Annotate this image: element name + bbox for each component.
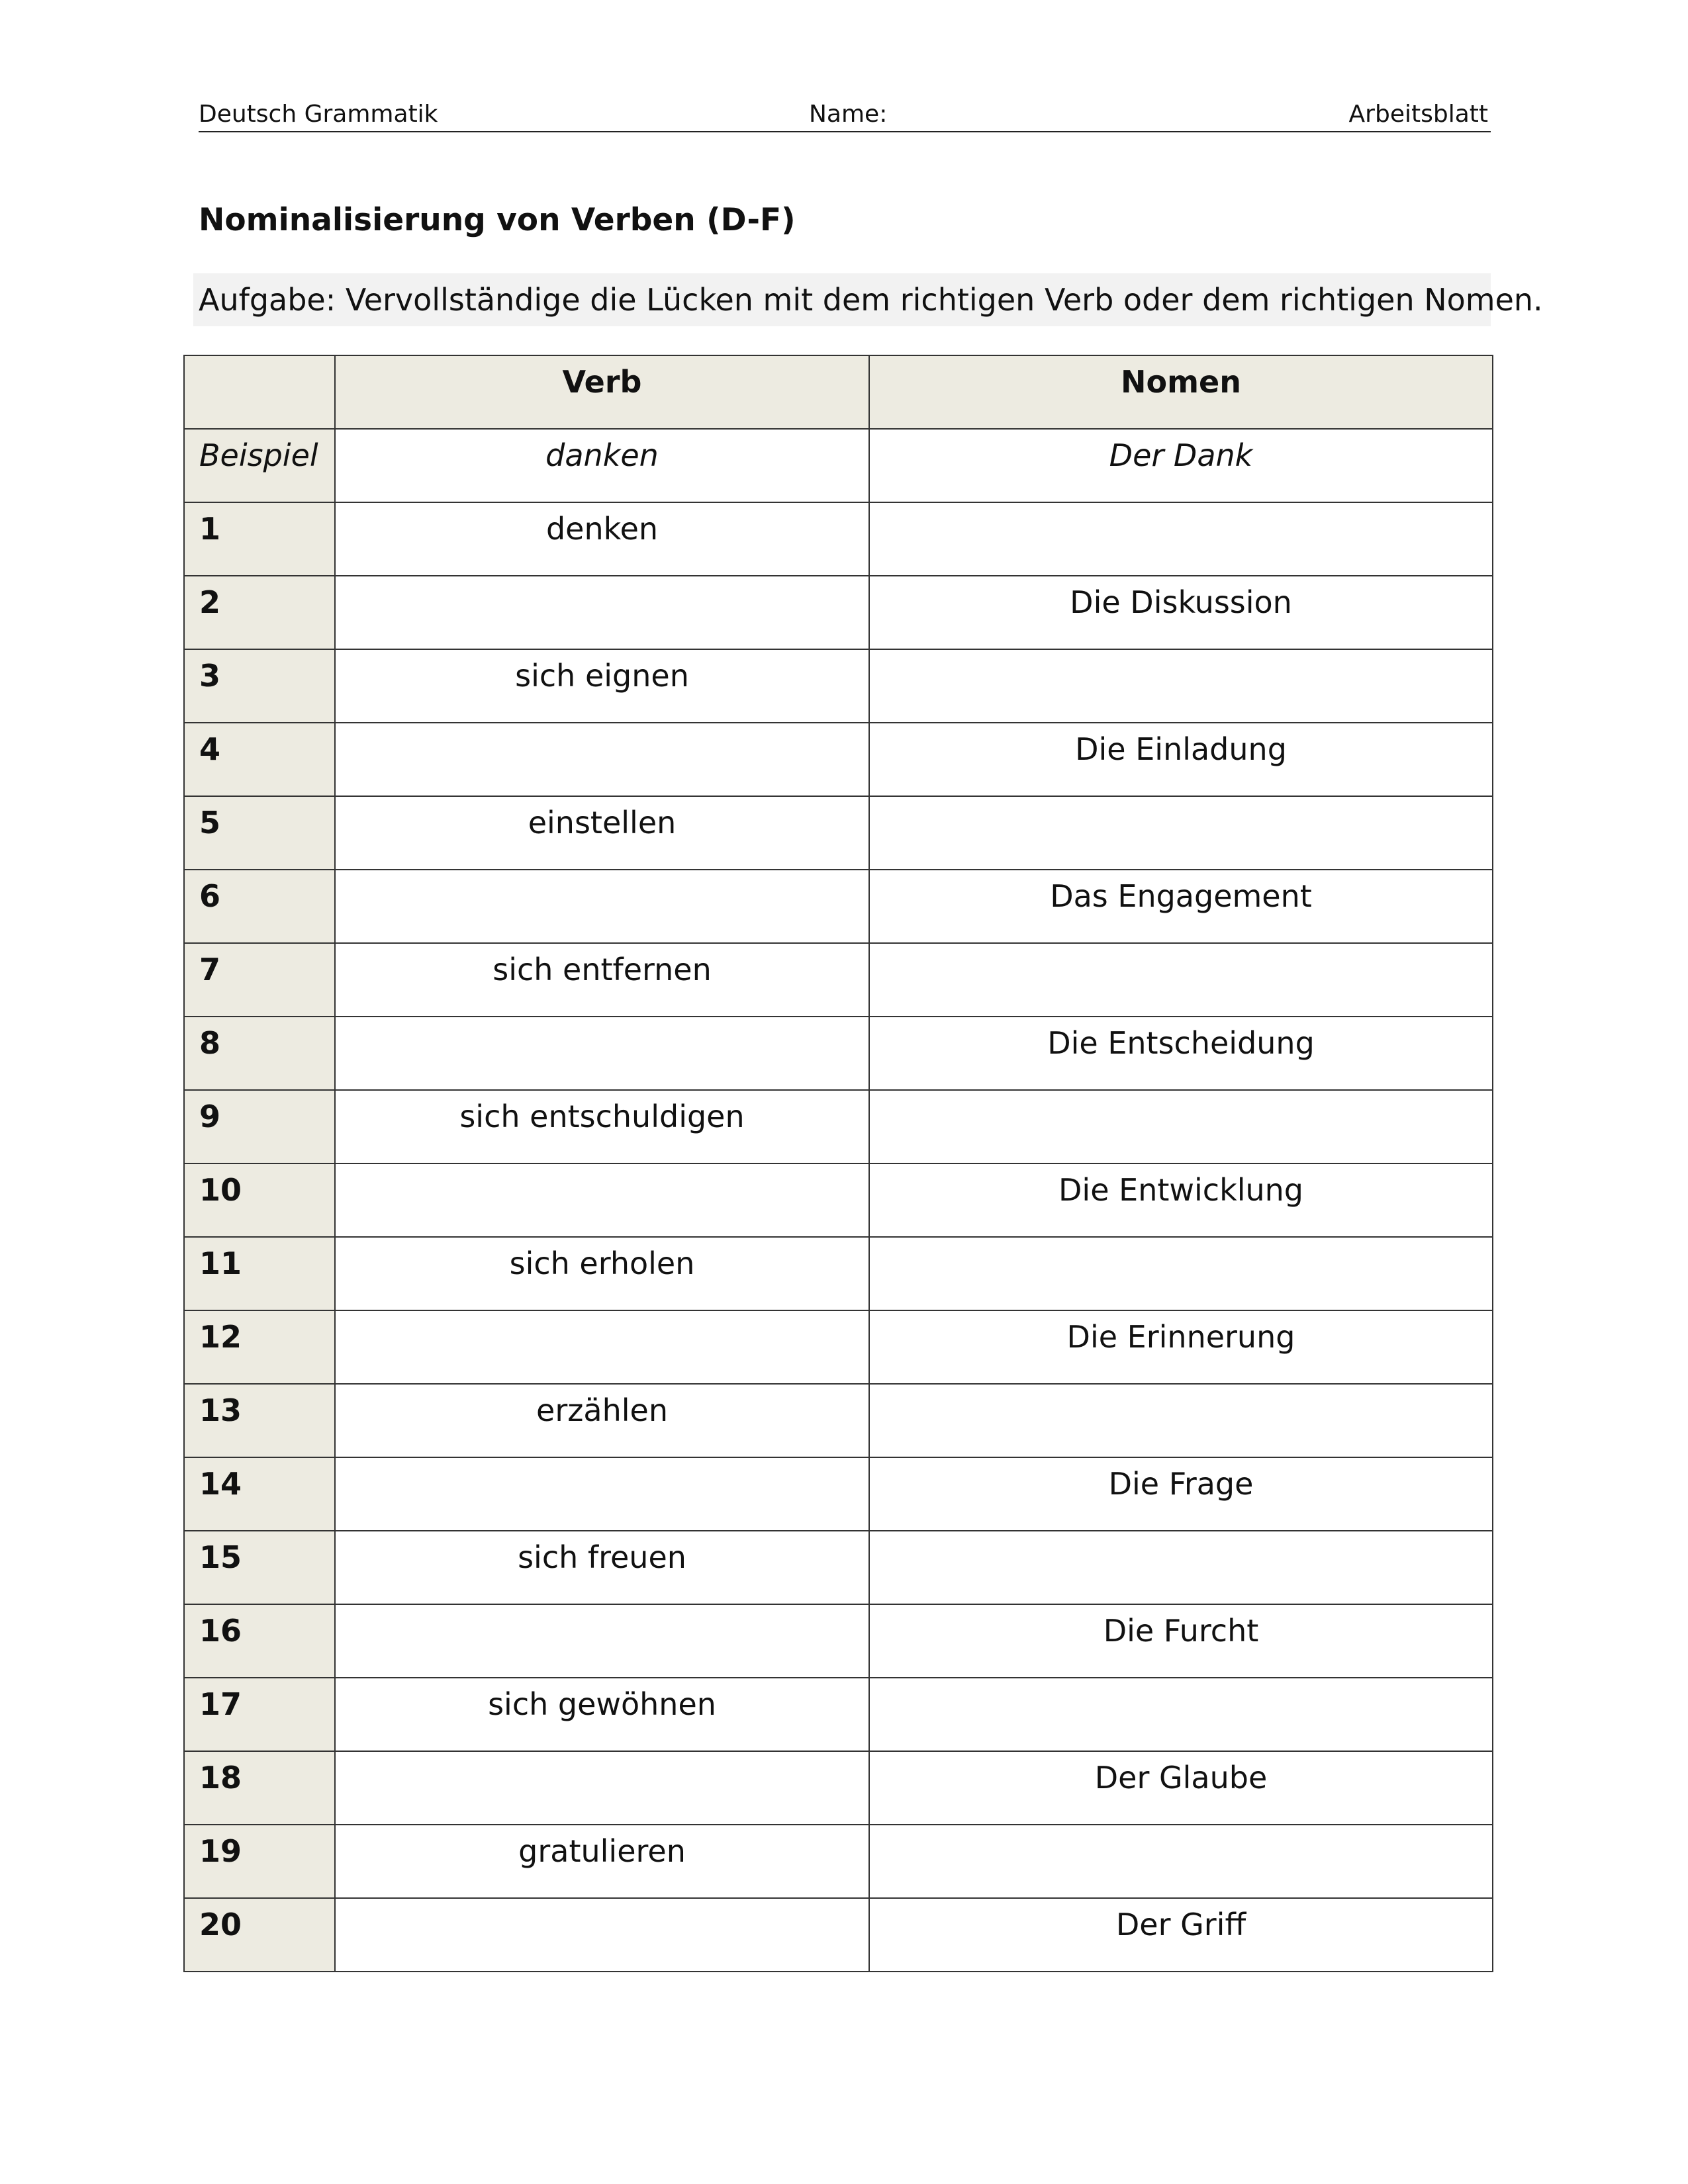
table-header-row [184,355,1493,429]
verb-blank-cell[interactable] [335,1310,869,1384]
row-number: 6 [184,870,335,943]
table-row [184,1898,1493,1972]
row-number: 2 [184,576,335,649]
noun-blank-cell[interactable] [869,943,1493,1017]
header-doc-type: Arbeitsblatt [1348,101,1488,128]
verb-cell: sich freuen [335,1531,869,1604]
table-row [184,1751,1493,1825]
noun-cell: Die Furcht [869,1604,1493,1678]
table-row [184,1237,1493,1310]
noun-blank-cell[interactable] [869,1384,1493,1457]
noun-cell: Die Frage [869,1457,1493,1531]
verb-cell: sich eignen [335,649,869,723]
table-row [184,1310,1493,1384]
row-number: 8 [184,1017,335,1090]
table-row [184,1163,1493,1237]
header-subject: Deutsch Grammatik [199,101,438,128]
row-number: 12 [184,1310,335,1384]
verb-cell: sich entfernen [335,943,869,1017]
row-number: 19 [184,1825,335,1898]
noun-cell: Die Entwicklung [869,1163,1493,1237]
table-row [184,1457,1493,1531]
table-row [184,723,1493,796]
verb-blank-cell[interactable] [335,576,869,649]
row-number: 3 [184,649,335,723]
column-header-verb: Verb [335,355,869,429]
noun-cell: Die Erinnerung [869,1310,1493,1384]
noun-cell: Das Engagement [869,870,1493,943]
verb-blank-cell[interactable] [335,1163,869,1237]
example-label: Beispiel [184,429,335,502]
row-number: 1 [184,502,335,576]
table-row [184,1678,1493,1751]
table-row [184,1090,1493,1163]
verb-cell: denken [335,502,869,576]
row-number: 13 [184,1384,335,1457]
verb-cell: sich gewöhnen [335,1678,869,1751]
noun-cell: Die Diskussion [869,576,1493,649]
column-header-number [184,355,335,429]
verb-blank-cell[interactable] [335,1751,869,1825]
noun-blank-cell[interactable] [869,1531,1493,1604]
verb-cell: gratulieren [335,1825,869,1898]
verb-cell: sich erholen [335,1237,869,1310]
row-number: 5 [184,796,335,870]
table-row [184,870,1493,943]
page-title: Nominalisierung von Verben (D-F) [199,202,796,238]
row-number: 17 [184,1678,335,1751]
row-number: 10 [184,1163,335,1237]
table-row [184,943,1493,1017]
verb-cell: sich entschuldigen [335,1090,869,1163]
noun-blank-cell[interactable] [869,796,1493,870]
noun-blank-cell[interactable] [869,1090,1493,1163]
row-number: 9 [184,1090,335,1163]
table-row [184,502,1493,576]
row-number: 14 [184,1457,335,1531]
table-row [184,649,1493,723]
noun-cell: Die Einladung [869,723,1493,796]
table-row [184,1531,1493,1604]
table-row [184,1604,1493,1678]
header-name-label: Name: [809,101,888,128]
page-header [199,98,1491,132]
exercise-table [183,355,1493,1972]
verb-blank-cell[interactable] [335,1017,869,1090]
example-noun: Der Dank [869,429,1493,502]
column-header-noun: Nomen [869,355,1493,429]
table-row [184,1017,1493,1090]
row-number: 11 [184,1237,335,1310]
example-row [184,429,1493,502]
noun-blank-cell[interactable] [869,1678,1493,1751]
row-number: 20 [184,1898,335,1972]
noun-blank-cell[interactable] [869,502,1493,576]
noun-blank-cell[interactable] [869,1825,1493,1898]
row-number: 15 [184,1531,335,1604]
row-number: 18 [184,1751,335,1825]
task-instruction: Aufgabe: Vervollständige die Lücken mit dem richtigen Verb oder dem richtigen Nomen. [193,273,1491,326]
row-number: 7 [184,943,335,1017]
table-row [184,1825,1493,1898]
noun-cell: Die Entscheidung [869,1017,1493,1090]
verb-blank-cell[interactable] [335,1898,869,1972]
noun-cell: Der Griff [869,1898,1493,1972]
table-row [184,1384,1493,1457]
verb-blank-cell[interactable] [335,870,869,943]
example-verb: danken [335,429,869,502]
verb-cell: erzählen [335,1384,869,1457]
noun-blank-cell[interactable] [869,1237,1493,1310]
verb-blank-cell[interactable] [335,1457,869,1531]
row-number: 4 [184,723,335,796]
noun-blank-cell[interactable] [869,649,1493,723]
verb-cell: einstellen [335,796,869,870]
verb-blank-cell[interactable] [335,1604,869,1678]
table-row [184,576,1493,649]
noun-cell: Der Glaube [869,1751,1493,1825]
table-row [184,796,1493,870]
verb-blank-cell[interactable] [335,723,869,796]
row-number: 16 [184,1604,335,1678]
